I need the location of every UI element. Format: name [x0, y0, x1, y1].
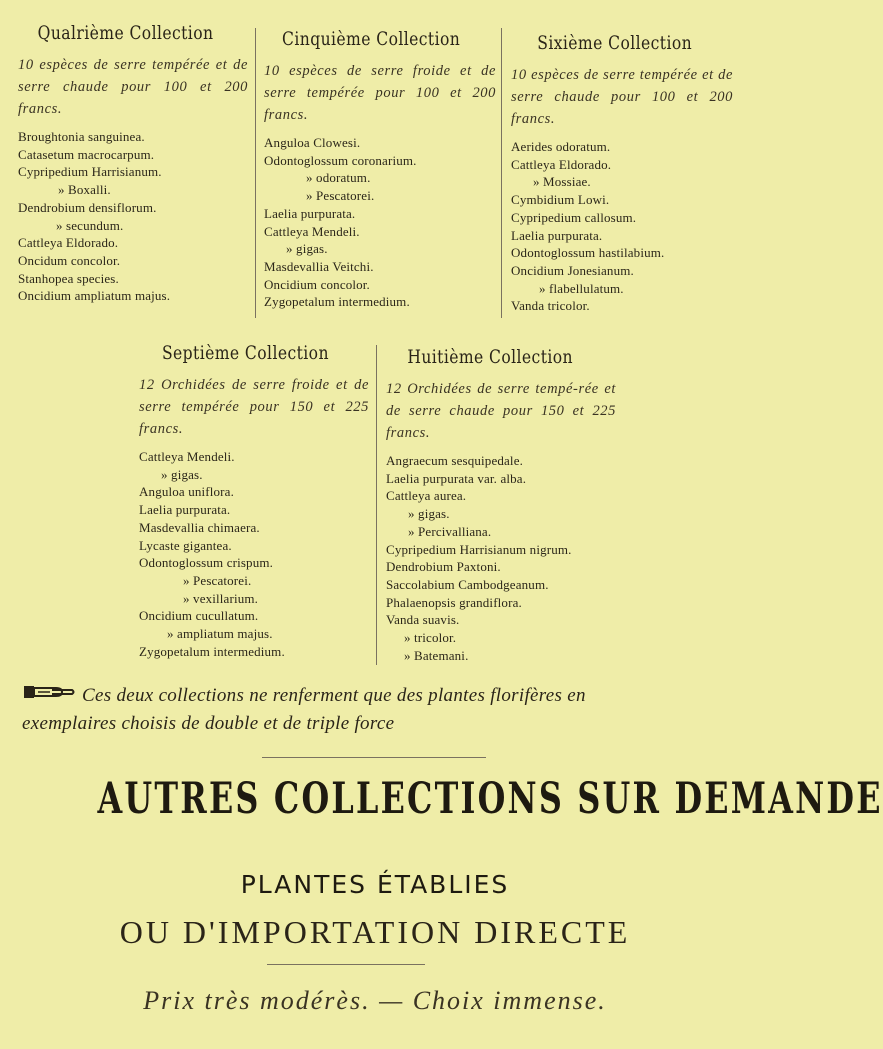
collection-description: 10 espèces de serre tempérée et de serre chaude pour 100 et 200 francs.	[511, 67, 733, 127]
list-item: » odoratum.	[306, 170, 371, 186]
collection-description: 10 espèces de serre tempérée et de serre chaude pour 100 et 200 francs.	[18, 57, 248, 117]
list-item: Phalaenopsis grandiflora.	[386, 594, 522, 610]
collection-4	[18, 22, 248, 305]
list-item: Cattleya Mendeli.	[264, 223, 360, 239]
collection-list	[139, 448, 369, 660]
list-item: » flabellulatum.	[539, 280, 624, 296]
note-line-1: Ces deux collections ne renferment que des plantes florifères en	[82, 685, 586, 706]
list-item: Oncidium ampliatum majus.	[18, 288, 171, 304]
collections-note	[22, 682, 722, 738]
collection-list	[511, 138, 733, 315]
column-divider	[255, 28, 256, 318]
list-item: Laelia purpurata.	[511, 227, 603, 243]
collection-title: Cinquième Collection	[282, 28, 461, 50]
note-line-2: exemplaires choisis de double et de triple force	[22, 713, 395, 734]
list-item: » vexillarium.	[183, 590, 259, 606]
list-item: » gigas.	[286, 241, 328, 257]
list-item: Cattleya aurea.	[386, 488, 467, 504]
subheadline-2: OU D'IMPORTATION DIRECTE	[119, 914, 631, 950]
list-item: » gigas.	[161, 466, 203, 482]
list-item: Anguloa Clowesi.	[264, 135, 361, 150]
list-item: Odontoglossum coronarium.	[264, 152, 417, 168]
list-item: » Pescatorei.	[183, 572, 252, 588]
pointing-hand-icon	[22, 682, 82, 710]
collection-6	[511, 32, 733, 315]
list-item: Aerides odoratum.	[511, 139, 611, 154]
list-item: Odontoglossum crispum.	[139, 555, 274, 571]
list-item: Oncidum concolor.	[18, 252, 121, 268]
list-item: Masdevallia Veitchi.	[264, 258, 374, 274]
list-item: Zygopetalum intermedium.	[139, 643, 285, 659]
divider	[262, 757, 486, 758]
list-item: Zygopetalum intermedium.	[264, 294, 410, 310]
slogan: Prix très modérès. — Choix immense.	[143, 986, 607, 1015]
list-item: Cypripedium Harrisianum nigrum.	[386, 541, 572, 557]
list-item: Laelia purpurata.	[139, 502, 231, 518]
collection-description: 12 Orchidées de serre tempé-rée et de serre chaude pour 150 et 225 francs.	[386, 381, 616, 441]
column-divider	[376, 345, 377, 665]
collection-title: Qualrième Collection	[37, 22, 214, 44]
collection-list	[264, 134, 496, 311]
collection-description: 12 Orchidées de serre froide et de serre tempérée pour 150 et 225 francs.	[139, 377, 369, 437]
list-item: Laelia purpurata var. alba.	[386, 470, 527, 486]
list-item: Cypripedium Harrisianum.	[18, 164, 162, 180]
list-item: Cypripedium callosum.	[511, 209, 637, 225]
list-item: » Batemani.	[404, 647, 469, 663]
collection-list	[18, 128, 248, 305]
collection-8	[386, 346, 616, 664]
collection-title: Septième Collection	[161, 342, 329, 364]
list-item: Stanhopea species.	[18, 270, 119, 286]
list-item: Oncidium concolor.	[264, 276, 370, 292]
subheadline-1: PLANTES ÉTABLIES	[240, 870, 510, 899]
list-item: » Pescatorei.	[306, 188, 375, 204]
list-item: Cattleya Mendeli.	[139, 449, 235, 464]
list-item: Cattleya Eldorado.	[511, 156, 612, 172]
list-item: Odontoglossum hastilabium.	[511, 245, 665, 261]
list-item: Oncidium Jonesianum.	[511, 262, 634, 278]
list-item: » Mossiae.	[533, 174, 591, 190]
list-item: Catasetum macrocarpum.	[18, 146, 155, 162]
list-item: » Boxalli.	[58, 182, 111, 198]
list-item: Broughtonia sanguinea.	[18, 129, 145, 144]
list-item: Masdevallia chimaera.	[139, 519, 260, 535]
collection-7	[139, 342, 369, 660]
list-item: Cymbidium Lowi.	[511, 192, 610, 208]
collection-5	[264, 28, 496, 311]
list-item: Vanda suavis.	[386, 612, 460, 628]
collection-description: 10 espèces de serre froide et de serre tempérée pour 100 et 200 francs.	[264, 63, 496, 123]
list-item: Lycaste gigantea.	[139, 537, 232, 553]
list-item: Dendrobium Paxtoni.	[386, 559, 501, 575]
collection-list	[386, 452, 616, 664]
list-item: Vanda tricolor.	[511, 298, 590, 314]
list-item: Cattleya Eldorado.	[18, 235, 119, 251]
list-item: » tricolor.	[404, 630, 457, 646]
collection-title: Sixième Collection	[537, 32, 693, 54]
list-item: » ampliatum majus.	[167, 626, 273, 642]
list-item: » Percivalliana.	[408, 523, 492, 539]
list-item: Laelia purpurata.	[264, 205, 356, 221]
column-divider	[501, 28, 502, 318]
list-item: Oncidium cucullatum.	[139, 608, 259, 624]
list-item: » secundum.	[56, 217, 124, 233]
headline: AUTRES COLLECTIONS SUR DEMANDE	[97, 774, 883, 824]
list-item: Angraecum sesquipedale.	[386, 453, 524, 468]
list-item: » gigas.	[408, 506, 450, 522]
list-item: Dendrobium densiflorum.	[18, 199, 157, 215]
list-item: Anguloa uniflora.	[139, 484, 234, 500]
list-item: Saccolabium Cambodgeanum.	[386, 576, 549, 592]
divider	[267, 964, 425, 965]
collection-title: Huitième Collection	[407, 346, 573, 368]
